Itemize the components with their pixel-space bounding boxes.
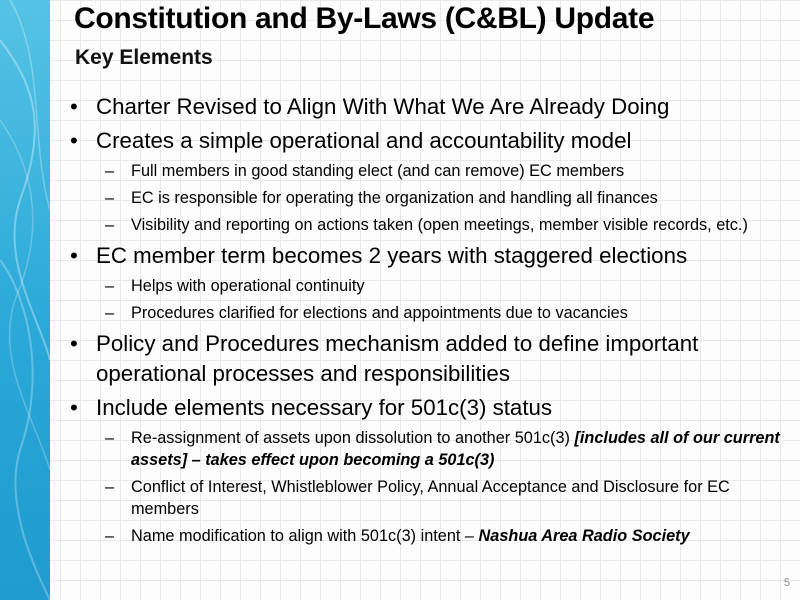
bullet-icon: • — [70, 128, 78, 153]
bullet-text: Policy and Procedures mechanism added to define important operational processes and responsibilities — [96, 331, 699, 386]
dash-icon: – — [105, 429, 115, 447]
bullet-icon: • — [70, 243, 78, 268]
bullet-icon: • — [70, 94, 78, 119]
list-item — [68, 241, 796, 271]
sub-bullet-text: Helps with operational continuity — [131, 277, 365, 295]
sub-bullet-text: Name modification to align with 501c(3) intent – — [131, 527, 479, 545]
sub-list-item — [68, 275, 796, 297]
page-number: 5 — [783, 577, 790, 589]
dash-icon: – — [105, 162, 115, 180]
sub-bullet-text: EC is responsible for operating the organization and handling all finances — [131, 189, 658, 207]
sub-list-item — [68, 302, 796, 324]
dash-icon: – — [105, 527, 115, 545]
dash-icon: – — [105, 216, 115, 234]
bullet-icon: • — [70, 331, 78, 356]
sub-list-item — [68, 214, 796, 236]
slide-subtitle: Key Elements — [75, 46, 213, 69]
decorative-sidebar — [0, 0, 50, 600]
sub-list-item — [68, 525, 796, 547]
emphasis-text: [includes all of our current assets] – takes effect upon becoming a 501c(3) — [131, 429, 780, 469]
dash-icon: – — [105, 304, 115, 322]
list-item — [68, 393, 796, 423]
bullet-icon: • — [70, 395, 78, 420]
dash-icon: – — [105, 277, 115, 295]
list-item — [68, 329, 796, 389]
list-item — [68, 92, 796, 122]
list-item — [68, 126, 796, 156]
sub-bullet-text: Full members in good standing elect (and can remove) EC members — [131, 162, 625, 180]
emphasis-text: Nashua Area Radio Society — [478, 527, 690, 545]
wave-pattern-icon — [0, 0, 50, 600]
bullet-text: Creates a simple operational and accountability model — [96, 128, 632, 153]
bullet-text: Include elements necessary for 501c(3) status — [96, 395, 553, 420]
sub-list-item — [68, 476, 796, 520]
sub-list-item — [68, 187, 796, 209]
sub-list-item — [68, 427, 796, 471]
bullet-list — [68, 92, 796, 552]
bullet-text: Charter Revised to Align With What We Are Already Doing — [96, 94, 670, 119]
sub-bullet-text: Re-assignment of assets upon dissolution to another 501c(3) — [131, 429, 575, 447]
slide-title: Constitution and By-Laws (C&BL) Update — [74, 2, 655, 35]
sub-bullet-text: Visibility and reporting on actions taken (open meetings, member visible records, etc.) — [131, 216, 748, 234]
bullet-text: EC member term becomes 2 years with staggered elections — [96, 243, 688, 268]
sub-list-item — [68, 160, 796, 182]
dash-icon: – — [105, 189, 115, 207]
dash-icon: – — [105, 478, 115, 496]
sub-bullet-text: Conflict of Interest, Whistleblower Policy, Annual Acceptance and Disclosure for EC members — [131, 478, 730, 518]
sub-bullet-text: Procedures clarified for elections and appointments due to vacancies — [131, 304, 628, 322]
